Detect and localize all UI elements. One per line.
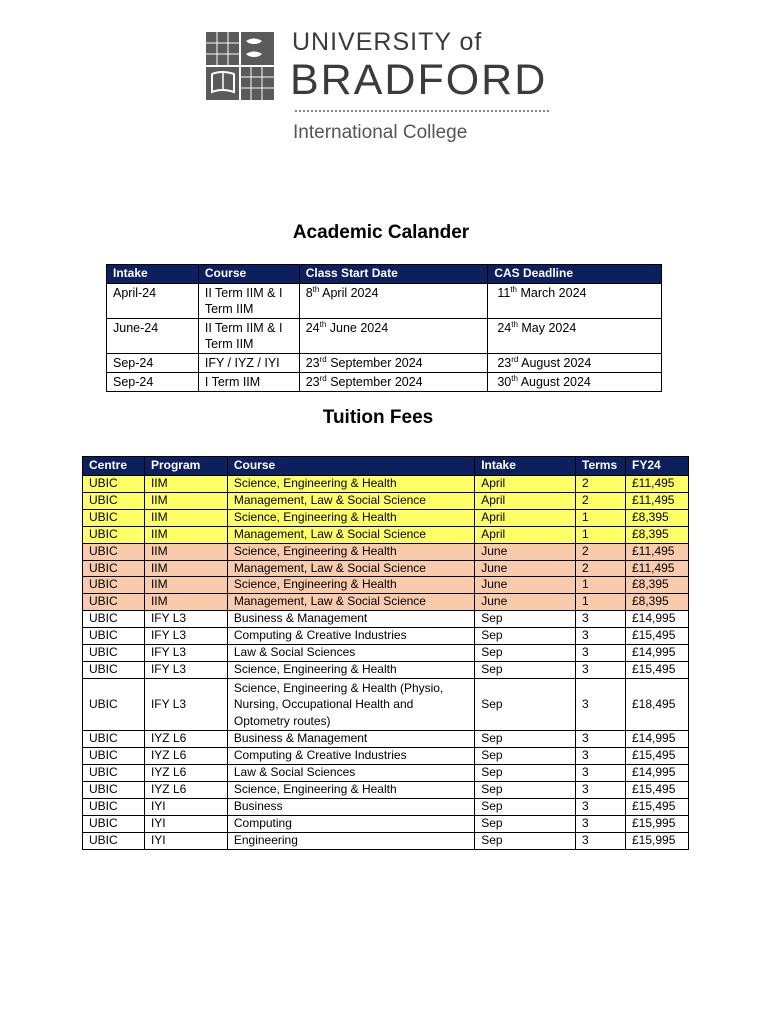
- fees-terms-cell: 1: [576, 509, 626, 526]
- calendar-course-cell: [198, 373, 299, 392]
- fees-row: [83, 832, 689, 849]
- fees-course-cell: Law & Social Sciences: [227, 645, 474, 662]
- university-logo: [206, 30, 556, 145]
- fees-course-cell: Science, Engineering & Health: [227, 661, 474, 678]
- fees-row: [83, 594, 689, 611]
- fees-row: [83, 611, 689, 628]
- fees-fy24-cell: £11,495: [625, 543, 688, 560]
- start-sup: rd: [319, 354, 327, 364]
- fees-fy24-cell: £8,395: [625, 526, 688, 543]
- fees-program-cell: IYZ L6: [144, 748, 227, 765]
- start-sup: th: [319, 319, 327, 329]
- fees-fy24-cell: £11,495: [625, 476, 688, 493]
- fees-program-cell: IYZ L6: [144, 731, 227, 748]
- fees-program-cell: IFY L3: [144, 661, 227, 678]
- calendar-cas-cell: [488, 373, 662, 392]
- fees-row: [83, 476, 689, 493]
- start-sup: th: [312, 284, 320, 294]
- fees-row: [83, 765, 689, 782]
- fees-intake-cell: Sep: [475, 815, 576, 832]
- fees-centre-cell: UBIC: [83, 748, 145, 765]
- fees-terms-cell: 3: [576, 661, 626, 678]
- fees-fy24-cell: £14,995: [625, 645, 688, 662]
- fees-course-cell: Engineering: [227, 832, 474, 849]
- fees-program-cell: IIM: [144, 476, 227, 493]
- fees-row: [83, 560, 689, 577]
- start-day: 24: [305, 321, 320, 335]
- fees-course-cell: Management, Law & Social Science: [227, 594, 474, 611]
- fees-row: [83, 509, 689, 526]
- fees-course-cell: Science, Engineering & Health: [227, 577, 474, 594]
- fees-terms-cell: 2: [576, 560, 626, 577]
- calendar-start-cell: [299, 373, 488, 392]
- dotted-divider: [294, 110, 550, 112]
- fees-terms-cell: 3: [576, 611, 626, 628]
- calendar-start-cell: [299, 284, 488, 319]
- intake-text: April-24: [113, 286, 157, 300]
- fees-course-cell: Computing: [227, 815, 474, 832]
- fees-intake-cell: June: [475, 594, 576, 611]
- fees-intake-cell: Sep: [475, 748, 576, 765]
- intake-text: Sep-24: [113, 375, 154, 389]
- fees-course-cell: Science, Engineering & Health: [227, 476, 474, 493]
- fees-terms-cell: 1: [576, 526, 626, 543]
- calendar-course-cell: [198, 319, 299, 354]
- fees-row: [83, 799, 689, 816]
- fees-intake-cell: Sep: [475, 799, 576, 816]
- start-day: 23: [305, 356, 320, 370]
- fees-fy24-cell: £15,495: [625, 748, 688, 765]
- fees-row: [83, 492, 689, 509]
- fees-fy24-cell: £11,495: [625, 492, 688, 509]
- fees-centre-cell: UBIC: [83, 799, 145, 816]
- fees-centre-cell: UBIC: [83, 577, 145, 594]
- fees-course-cell: Management, Law & Social Science: [227, 560, 474, 577]
- fees-intake-cell: Sep: [475, 731, 576, 748]
- fees-intake-cell: Sep: [475, 628, 576, 645]
- fees-header-cell: Centre: [83, 457, 145, 476]
- fees-terms-cell: 3: [576, 645, 626, 662]
- calendar-start-cell: [299, 354, 488, 373]
- fees-row: [83, 543, 689, 560]
- fees-intake-cell: June: [475, 560, 576, 577]
- course-text: II Term IIM & I Term IIM: [204, 286, 283, 316]
- fees-program-cell: IIM: [144, 526, 227, 543]
- fees-terms-cell: 3: [576, 815, 626, 832]
- fees-program-cell: IYI: [144, 815, 227, 832]
- intake-text: June-24: [113, 321, 159, 335]
- course-text: II Term IIM & I Term IIM: [204, 321, 283, 351]
- fees-centre-cell: UBIC: [83, 543, 145, 560]
- fees-program-cell: IFY L3: [144, 645, 227, 662]
- fees-fy24-cell: £8,395: [625, 509, 688, 526]
- cas-sup: th: [511, 373, 518, 383]
- cas-day: 24: [497, 321, 512, 335]
- fees-header-cell: FY24: [625, 457, 688, 476]
- calendar-intake-cell: [107, 373, 199, 392]
- fees-centre-cell: UBIC: [83, 765, 145, 782]
- cas-rest: March 2024: [516, 286, 587, 300]
- fees-course-cell: Business: [227, 799, 474, 816]
- fees-course-cell: Computing & Creative Industries: [227, 628, 474, 645]
- fees-course-cell: Science, Engineering & Health: [227, 782, 474, 799]
- fees-fy24-cell: £14,995: [625, 765, 688, 782]
- fees-row: [83, 661, 689, 678]
- fees-row: [83, 678, 689, 731]
- fees-fy24-cell: £15,495: [625, 628, 688, 645]
- fees-course-cell: Business & Management: [227, 611, 474, 628]
- fees-title: Tuition Fees: [322, 407, 434, 428]
- fees-centre-cell: UBIC: [83, 476, 145, 493]
- fees-centre-cell: UBIC: [83, 731, 145, 748]
- fees-intake-cell: Sep: [475, 832, 576, 849]
- fees-row: [83, 748, 689, 765]
- logo-subtitle: International College: [293, 122, 468, 143]
- fees-terms-cell: 3: [576, 731, 626, 748]
- fees-terms-cell: 2: [576, 543, 626, 560]
- calendar-header-cell: CAS Deadline: [488, 265, 662, 284]
- fees-centre-cell: UBIC: [83, 661, 145, 678]
- fees-course-cell: Management, Law & Social Science: [227, 526, 474, 543]
- fees-program-cell: IYI: [144, 832, 227, 849]
- fees-intake-cell: April: [475, 492, 576, 509]
- fees-header-cell: Intake: [475, 457, 576, 476]
- cas-sup: th: [511, 319, 518, 329]
- fees-row: [83, 628, 689, 645]
- fees-terms-cell: 2: [576, 476, 626, 493]
- fees-row: [83, 526, 689, 543]
- calendar-header-cell: Course: [198, 265, 299, 284]
- calendar-start-cell: [299, 319, 488, 354]
- cas-day: 30: [497, 375, 512, 389]
- fees-fy24-cell: £15,495: [625, 782, 688, 799]
- fees-terms-cell: 3: [576, 748, 626, 765]
- start-rest: April 2024: [319, 286, 379, 300]
- fees-centre-cell: UBIC: [83, 492, 145, 509]
- fees-row: [83, 782, 689, 799]
- fees-course-cell: Computing & Creative Industries: [227, 748, 474, 765]
- fees-program-cell: IYI: [144, 799, 227, 816]
- fees-centre-cell: UBIC: [83, 509, 145, 526]
- cas-day: 23: [497, 356, 512, 370]
- start-rest: September 2024: [326, 375, 423, 389]
- fees-fy24-cell: £15,995: [625, 832, 688, 849]
- fees-intake-cell: April: [475, 509, 576, 526]
- fees-program-cell: IIM: [144, 594, 227, 611]
- fees-centre-cell: UBIC: [83, 526, 145, 543]
- fees-program-cell: IIM: [144, 577, 227, 594]
- fees-intake-cell: April: [475, 526, 576, 543]
- intake-text: Sep-24: [113, 356, 154, 370]
- start-day: 8: [305, 286, 313, 300]
- fees-intake-cell: Sep: [475, 661, 576, 678]
- fees-header-row: [83, 457, 689, 476]
- fees-course-cell: Science, Engineering & Health: [227, 509, 474, 526]
- calendar-course-cell: [198, 354, 299, 373]
- fees-fy24-cell: £8,395: [625, 577, 688, 594]
- start-rest: September 2024: [326, 356, 423, 370]
- calendar-intake-cell: [107, 354, 199, 373]
- logo-line-1: UNIVERSITY of: [292, 28, 483, 56]
- fees-intake-cell: Sep: [475, 782, 576, 799]
- calendar-header-row: [107, 265, 662, 284]
- fees-row: [83, 577, 689, 594]
- fees-terms-cell: 3: [576, 799, 626, 816]
- fees-row: [83, 645, 689, 662]
- fees-terms-cell: 1: [576, 577, 626, 594]
- fees-terms-cell: 3: [576, 765, 626, 782]
- calendar-row: [107, 319, 662, 354]
- fees-program-cell: IFY L3: [144, 678, 227, 731]
- fees-centre-cell: UBIC: [83, 782, 145, 799]
- cas-day: 11: [497, 286, 511, 300]
- fees-course-cell: Science, Engineering & Health: [227, 543, 474, 560]
- fees-fy24-cell: £15,995: [625, 815, 688, 832]
- fees-program-cell: IFY L3: [144, 611, 227, 628]
- start-rest: June 2024: [326, 321, 389, 335]
- fees-fy24-cell: £14,995: [625, 731, 688, 748]
- calendar-title: Academic Calander: [292, 222, 470, 243]
- calendar-cas-cell: [488, 319, 662, 354]
- fees-fy24-cell: £15,495: [625, 661, 688, 678]
- fees-course-cell: Management, Law & Social Science: [227, 492, 474, 509]
- crest-icon: [206, 32, 274, 100]
- calendar-header-cell: Intake: [107, 265, 199, 284]
- calendar-header-cell: Class Start Date: [299, 265, 488, 284]
- fees-course-cell: Law & Social Sciences: [227, 765, 474, 782]
- cas-rest: May 2024: [517, 321, 577, 335]
- fees-program-cell: IYZ L6: [144, 782, 227, 799]
- fees-centre-cell: UBIC: [83, 594, 145, 611]
- fees-fy24-cell: £11,495: [625, 560, 688, 577]
- fees-centre-cell: UBIC: [83, 832, 145, 849]
- calendar-row: [107, 373, 662, 392]
- fees-header-cell: Terms: [576, 457, 626, 476]
- start-day: 23: [305, 375, 320, 389]
- fees-program-cell: IIM: [144, 509, 227, 526]
- course-text: IFY / IYZ / IYI: [204, 356, 280, 370]
- fees-centre-cell: UBIC: [83, 815, 145, 832]
- logo-line-2: BRADFORD: [290, 56, 548, 104]
- fees-centre-cell: UBIC: [83, 678, 145, 731]
- fees-row: [83, 731, 689, 748]
- fees-program-cell: IFY L3: [144, 628, 227, 645]
- cas-rest: August 2024: [518, 356, 592, 370]
- fees-program-cell: IIM: [144, 492, 227, 509]
- fees-fy24-cell: £8,395: [625, 594, 688, 611]
- fees-fy24-cell: £18,495: [625, 678, 688, 731]
- calendar-intake-cell: [107, 284, 199, 319]
- fees-table: [82, 456, 689, 850]
- fees-centre-cell: UBIC: [83, 611, 145, 628]
- cas-rest: August 2024: [517, 375, 591, 389]
- fees-centre-cell: UBIC: [83, 560, 145, 577]
- fees-terms-cell: 1: [576, 594, 626, 611]
- fees-row: [83, 815, 689, 832]
- fees-centre-cell: UBIC: [83, 628, 145, 645]
- calendar-row: [107, 354, 662, 373]
- fees-intake-cell: June: [475, 543, 576, 560]
- fees-intake-cell: April: [475, 476, 576, 493]
- calendar-cas-cell: [488, 354, 662, 373]
- fees-terms-cell: 3: [576, 832, 626, 849]
- fees-header-cell: Course: [227, 457, 474, 476]
- fees-intake-cell: Sep: [475, 645, 576, 662]
- calendar-table: [106, 264, 662, 392]
- fees-terms-cell: 3: [576, 678, 626, 731]
- fees-fy24-cell: £14,995: [625, 611, 688, 628]
- fees-terms-cell: 3: [576, 628, 626, 645]
- fees-program-cell: IIM: [144, 560, 227, 577]
- fees-fy24-cell: £15,495: [625, 799, 688, 816]
- fees-program-cell: IIM: [144, 543, 227, 560]
- fees-header-cell: Program: [144, 457, 227, 476]
- calendar-cas-cell: [488, 284, 662, 319]
- fees-terms-cell: 2: [576, 492, 626, 509]
- fees-course-cell: Science, Engineering & Health (Physio, Nursing, Occupational Health and Optometry routes): [227, 678, 474, 731]
- fees-intake-cell: June: [475, 577, 576, 594]
- fees-intake-cell: Sep: [475, 765, 576, 782]
- calendar-intake-cell: [107, 319, 199, 354]
- cas-sup: rd: [511, 354, 519, 364]
- course-text: I Term IIM: [204, 375, 261, 389]
- calendar-course-cell: [198, 284, 299, 319]
- fees-centre-cell: UBIC: [83, 645, 145, 662]
- fees-terms-cell: 3: [576, 782, 626, 799]
- fees-program-cell: IYZ L6: [144, 765, 227, 782]
- fees-intake-cell: Sep: [475, 678, 576, 731]
- start-sup: rd: [319, 373, 327, 383]
- fees-intake-cell: Sep: [475, 611, 576, 628]
- fees-course-cell: Business & Management: [227, 731, 474, 748]
- cas-sup: th: [510, 284, 517, 294]
- calendar-row: [107, 284, 662, 319]
